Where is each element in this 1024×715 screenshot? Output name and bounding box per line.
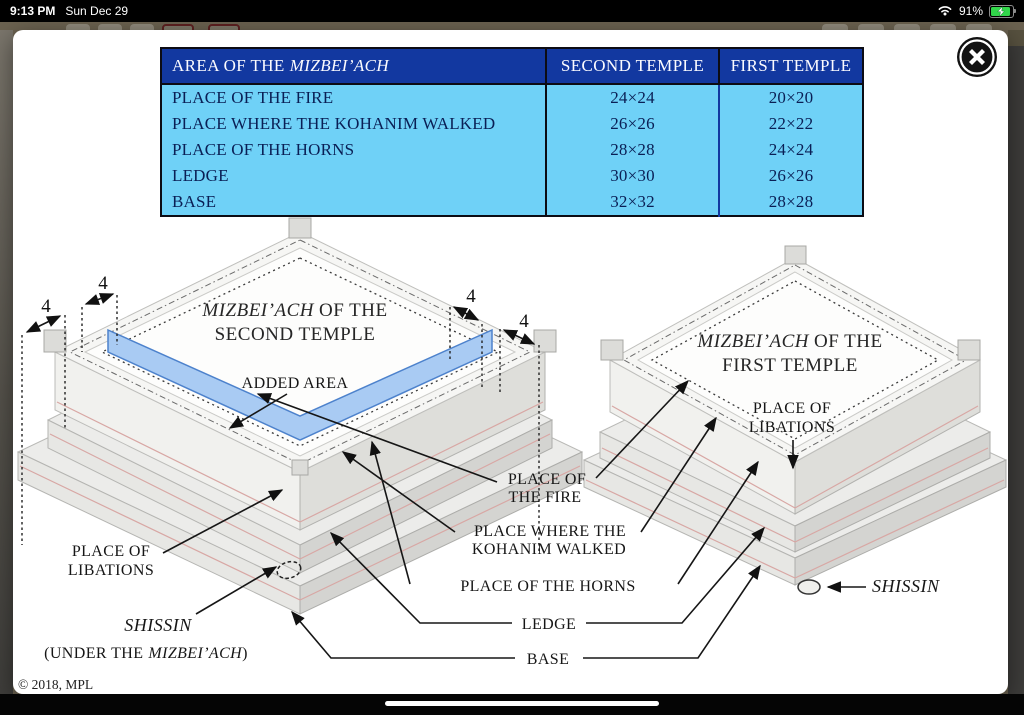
- corner-horn: [534, 330, 556, 352]
- status-left: [10, 4, 128, 18]
- kohanim-walked-label: PLACE WHERE THE: [473, 523, 627, 540]
- corner-horn: [785, 246, 806, 264]
- dimension-value: 4: [41, 296, 51, 317]
- corner-horn: [601, 340, 623, 360]
- added-area-label: ADDED AREA: [241, 375, 349, 392]
- wifi-icon: [937, 4, 953, 19]
- area-cell: PLACE OF THE FIRE: [161, 84, 546, 111]
- second-temple-cell: 26×26: [546, 111, 719, 137]
- home-indicator[interactable]: [385, 701, 659, 706]
- first-temple-cell: 26×26: [719, 163, 863, 189]
- second-temple-title: MIZBEI’ACH OF THE: [202, 300, 388, 321]
- area-cell: LEDGE: [161, 163, 546, 189]
- altar-diagram: [13, 30, 1008, 694]
- shissin-cavity: [798, 580, 820, 594]
- shissin-label-right: SHISSIN: [872, 576, 940, 596]
- clock: 9:13 PM: [10, 4, 56, 18]
- dimension-value: 4: [466, 286, 476, 307]
- first-temple-title-line2: FIRST TEMPLE: [722, 355, 858, 376]
- first-temple-cell: 24×24: [719, 137, 863, 163]
- first-temple-cell: 28×28: [719, 189, 863, 216]
- column-header-first-temple: FIRST TEMPLE: [719, 48, 863, 84]
- place-of-the-fire-label: PLACE OF: [507, 471, 587, 488]
- libations-label-right-line2: LIBATIONS: [748, 419, 836, 436]
- kohanim-walked-label-line2: KOHANIM WALKED: [471, 541, 627, 558]
- copyright-text: © 2018, MPL: [18, 677, 94, 692]
- battery-percent: 91%: [958, 4, 983, 18]
- close-button[interactable]: [955, 35, 999, 79]
- area-cell: PLACE OF THE HORNS: [161, 137, 546, 163]
- ledge-label: LEDGE: [521, 616, 577, 633]
- base-arrow-left: [292, 612, 515, 658]
- status-bar: [0, 0, 1024, 22]
- first-temple-title: MIZBEI’ACH OF THE: [697, 331, 883, 352]
- close-icon: [955, 35, 999, 79]
- second-temple-title-line2: SECOND TEMPLE: [214, 324, 376, 345]
- first-temple-cell: 22×22: [719, 111, 863, 137]
- area-cell: BASE: [161, 189, 546, 216]
- dimension-arrow: [86, 294, 113, 304]
- corner-horn: [289, 218, 311, 238]
- status-right: [937, 4, 1014, 19]
- first-temple-cell: 20×20: [719, 84, 863, 111]
- second-temple-cell: 24×24: [546, 84, 719, 111]
- second-temple-cell: 28×28: [546, 137, 719, 163]
- date: Sun Dec 29: [65, 4, 129, 18]
- base-label: BASE: [526, 651, 570, 668]
- background-right-edge: [1008, 30, 1024, 694]
- background-left-edge: [0, 30, 13, 694]
- column-header-area: AREA OF THE MIZBEI’ACH: [161, 48, 546, 84]
- second-temple-cell: 32×32: [546, 189, 719, 216]
- battery-icon: [989, 5, 1014, 18]
- background-tab-strip: [0, 22, 1024, 30]
- shissin-sub-label: (UNDER THE MIZBEI’ACH): [44, 645, 248, 662]
- shissin-label-left: SHISSIN: [124, 615, 192, 635]
- place-of-the-horns-label: PLACE OF THE HORNS: [460, 578, 636, 595]
- libations-label-left: PLACE OF: [71, 543, 151, 560]
- corner-horn: [292, 460, 308, 475]
- dimension-value: 4: [98, 273, 108, 294]
- area-cell: PLACE WHERE THE KOHANIM WALKED: [161, 111, 546, 137]
- dimension-value: 4: [519, 311, 529, 332]
- libations-label-left-line2: LIBATIONS: [67, 562, 155, 579]
- libations-label-right: PLACE OF: [752, 400, 832, 417]
- corner-horn: [958, 340, 980, 360]
- column-header-second-temple: SECOND TEMPLE: [546, 48, 719, 84]
- second-temple-cell: 30×30: [546, 163, 719, 189]
- place-of-the-fire-label-line2: THE FIRE: [508, 489, 582, 506]
- corner-horn: [44, 330, 66, 352]
